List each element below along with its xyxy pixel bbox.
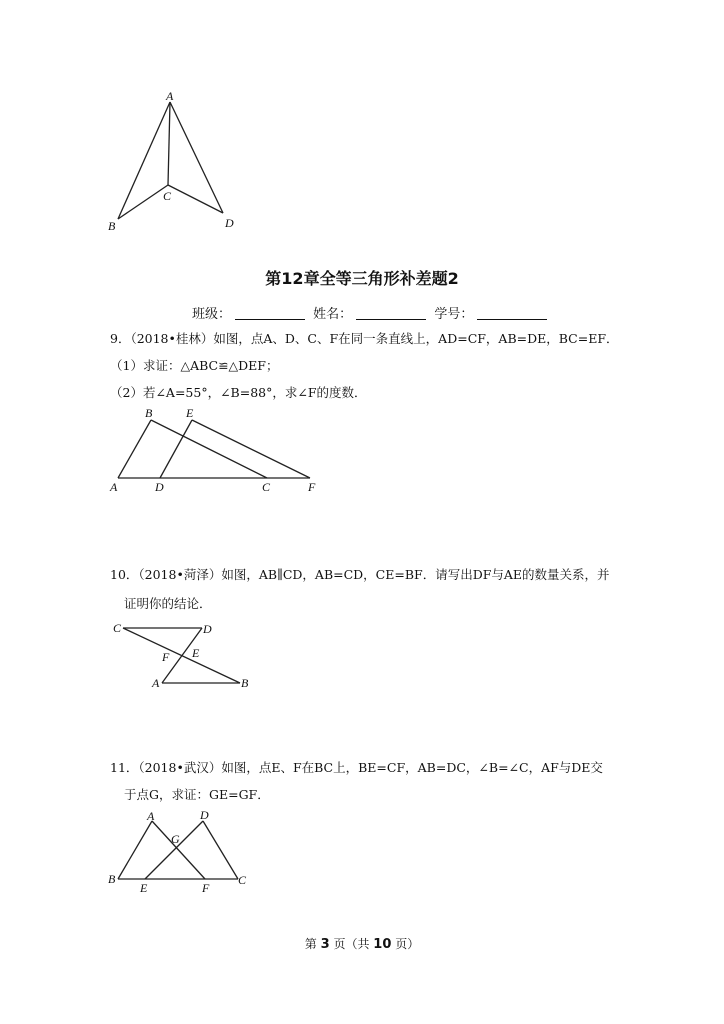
q9-segment-de	[160, 420, 192, 478]
q9-label-f: F	[308, 480, 316, 494]
q10-label-e: E	[192, 646, 200, 660]
q9-label-d: D	[155, 480, 164, 494]
label-c: C	[163, 189, 172, 203]
q11-figure	[105, 808, 255, 893]
q11-segment-af	[152, 821, 205, 879]
page-footer	[0, 935, 724, 952]
q10-line1: 10．（2018•菏泽）如图，AB∥CD，AB=CD，CE=BF．请写出DF与AE的数量关系，并	[110, 567, 610, 582]
footer-total-pages: 10	[373, 937, 392, 952]
student-info-form	[192, 303, 551, 322]
q10-line2: 证明你的结论．	[124, 596, 212, 611]
q9-segment-ab	[118, 420, 151, 478]
q11-segment-dc	[203, 821, 238, 879]
q11-label-a: A	[147, 809, 155, 823]
name-blank[interactable]	[356, 307, 426, 320]
q9-label-a: A	[110, 480, 118, 494]
q11-segment-de	[145, 821, 203, 879]
q9-label-b: B	[145, 406, 153, 420]
q11-label-g: G	[171, 832, 180, 846]
q9-label-e: E	[186, 406, 194, 420]
q9-label-c: C	[262, 480, 271, 494]
q11-label-d: D	[200, 808, 209, 822]
q10-label-b: B	[241, 676, 249, 690]
q11-label-e: E	[140, 881, 148, 895]
id-label: 学号：	[434, 307, 474, 322]
q11-label-c: C	[238, 873, 247, 887]
q10-label-a: A	[152, 676, 160, 690]
q9-line3: （2）若∠A=55°，∠B=88°，求∠F的度数．	[110, 385, 367, 400]
q10-label-d: D	[203, 622, 212, 636]
q9-line1: 9．（2018•桂林）如图，点A、D、C、F在同一条直线上，AD=CF，AB=DE，BC=EF．	[110, 331, 619, 346]
q11-label-f: F	[202, 881, 210, 895]
q9-figure	[100, 405, 330, 495]
id-blank[interactable]	[477, 307, 547, 320]
q9-line2: （1）求证：△ABC≌△DEF；	[110, 358, 279, 373]
label-d: D	[225, 216, 234, 230]
name-label: 姓名：	[313, 307, 353, 322]
label-b: B	[108, 219, 116, 233]
q10-figure	[105, 615, 265, 695]
segment-ad	[170, 102, 223, 213]
figure-top-geometry	[100, 88, 250, 238]
segment-cd	[168, 185, 223, 213]
footer-middle: 页（共	[329, 937, 374, 951]
q11-label-b: B	[108, 872, 116, 886]
footer-prefix: 第	[304, 937, 321, 951]
class-blank[interactable]	[235, 307, 305, 320]
q11-segment-ab	[118, 821, 152, 879]
footer-suffix: 页）	[391, 937, 420, 951]
q10-label-f: F	[162, 650, 170, 664]
page-title: 第12章全等三角形补差题2	[265, 269, 459, 288]
q10-label-c: C	[113, 621, 122, 635]
q11-line1: 11．（2018•武汉）如图，点E、F在BC上，BE=CF，AB=DC，∠B=∠C，AF与DE交	[110, 760, 603, 775]
segment-ac	[168, 102, 170, 185]
label-a: A	[166, 89, 174, 103]
q11-line2: 于点G，求证：GE=GF．	[124, 787, 270, 802]
footer-page-number: 3	[320, 937, 330, 952]
class-label: 班级：	[192, 307, 232, 322]
